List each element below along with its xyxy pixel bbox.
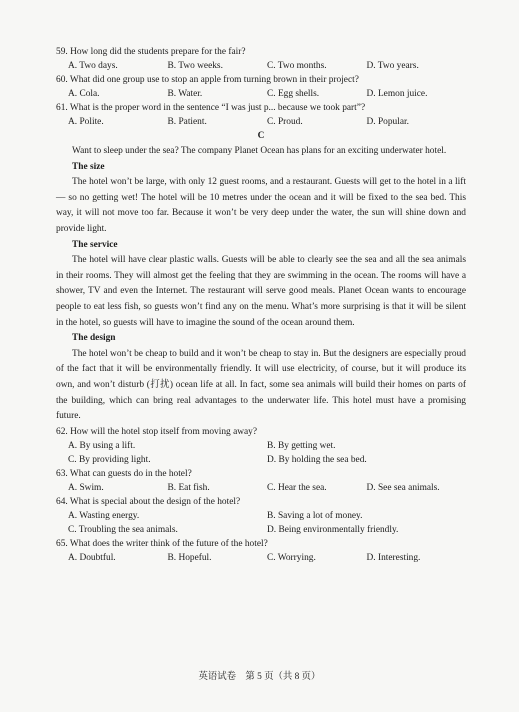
- question-63: [56, 467, 466, 495]
- option-c: C. Egg shells.: [267, 89, 320, 99]
- question-61: [56, 101, 466, 129]
- page-content: [56, 45, 466, 565]
- passage-section-design: [56, 331, 466, 425]
- question-text: 64. What is special about the design of the hotel?: [56, 496, 241, 507]
- passage-section-size: [56, 160, 466, 238]
- option-b: B. By getting wet.: [267, 440, 336, 451]
- option-b: B. Eat fish.: [167, 482, 210, 493]
- question-62: [56, 425, 466, 467]
- section-heading: The service: [72, 239, 118, 250]
- options-row: [56, 439, 466, 453]
- options-row: [56, 115, 466, 129]
- option-d: D. Being environmentally friendly.: [267, 524, 399, 535]
- section-paragraph: The hotel won’t be cheap to build and it won’t be cheap to stay in. But the designers are especially proud of the fact that it will be environmentally friendly. It will use electricity, of course, but it will produce its own, and won’t disturb (打扰) ocean life at all. In fact, some sea animals will build their homes on parts of the building, which can bring real advantages to the underwater life. This hotel must have a promising future.: [56, 348, 466, 422]
- option-c: C. Worrying.: [267, 552, 316, 563]
- question-59: [56, 45, 466, 73]
- option-b: B. Hopeful.: [167, 552, 212, 563]
- option-d: D. Two years.: [366, 61, 419, 71]
- options-row: [56, 551, 466, 565]
- option-c: C. Troubling the sea animals.: [68, 524, 178, 535]
- passage-intro: Want to sleep under the sea? The company Planet Ocean has plans for an exciting underwater hotel.: [72, 146, 447, 156]
- question-60: [56, 73, 466, 101]
- question-text: 61. What is the proper word in the sentence “I was just p... because we took part”?: [56, 103, 366, 113]
- question-text: 65. What does the writer think of the future of the hotel?: [56, 538, 268, 549]
- options-row: [56, 87, 466, 101]
- option-c: C. Hear the sea.: [267, 482, 327, 493]
- option-a: A. Two days.: [68, 61, 118, 71]
- page-footer: 英语试卷 第 5 页（共 8 页）: [198, 672, 321, 682]
- option-b: B. Water.: [167, 89, 203, 99]
- option-a: A. Wasting energy.: [68, 510, 140, 521]
- option-a: A. By using a lift.: [68, 440, 136, 451]
- option-d: D. Lemon juice.: [366, 89, 428, 99]
- question-text: 59. How long did the students prepare for the fair?: [56, 47, 246, 57]
- section-heading: The size: [72, 161, 105, 172]
- options-row: [56, 509, 466, 523]
- question-65: [56, 537, 466, 565]
- option-b: B. Patient.: [167, 117, 207, 127]
- option-b: B. Two weeks.: [167, 61, 223, 71]
- option-d: D. Popular.: [366, 117, 409, 127]
- option-c: C. Proud.: [267, 117, 303, 127]
- section-paragraph: The hotel won’t be large, with only 12 guest rooms, and a restaurant. Guests will get to the hotel in a lift — so no getting wet! The hotel will be 10 metres under the ocean and it will be fixed to the sea bed. This way, it will not move too far. Because it won’t be very deep under the water, the sun will shine down and provide light.: [56, 177, 466, 234]
- option-d: D. Interesting.: [366, 552, 421, 563]
- options-row: [56, 59, 466, 73]
- option-c: C. Two months.: [267, 61, 327, 71]
- option-a: A. Cola.: [68, 89, 100, 99]
- option-d: D. By holding the sea bed.: [267, 454, 367, 465]
- option-a: A. Swim.: [68, 482, 104, 493]
- options-row: [56, 481, 466, 495]
- section-paragraph: The hotel will have clear plastic walls. Guests will be able to clearly see the sea and all the sea animals in their rooms. They will almost get the feeling that they are swimming in the ocean. The rooms will have a shower, TV and even the Internet. The restaurant will serve good meals. Planet Ocean wants to encourage people to eat less fish, so guests won’t find any on the menu. What’s more surprising is that it will be silent in the hotel, so guests will have to imagine the sound of the ocean around them.: [56, 255, 466, 328]
- option-a: A. Doubtful.: [68, 552, 116, 563]
- option-c: C. By providing light.: [68, 454, 151, 465]
- option-d: D. See sea animals.: [366, 482, 440, 493]
- options-row: [56, 453, 466, 467]
- section-heading: The design: [72, 333, 116, 344]
- option-a: A. Polite.: [68, 117, 104, 127]
- passage-section-service: [56, 238, 466, 332]
- option-b: B. Saving a lot of money.: [267, 510, 363, 521]
- question-text: 63. What can guests do in the hotel?: [56, 468, 192, 479]
- options-row: [56, 523, 466, 537]
- question-text: 60. What did one group use to stop an apple from turning brown in their project?: [56, 75, 359, 85]
- question-text: 62. How will the hotel stop itself from moving away?: [56, 426, 258, 437]
- section-letter: C: [257, 131, 265, 141]
- question-64: [56, 495, 466, 537]
